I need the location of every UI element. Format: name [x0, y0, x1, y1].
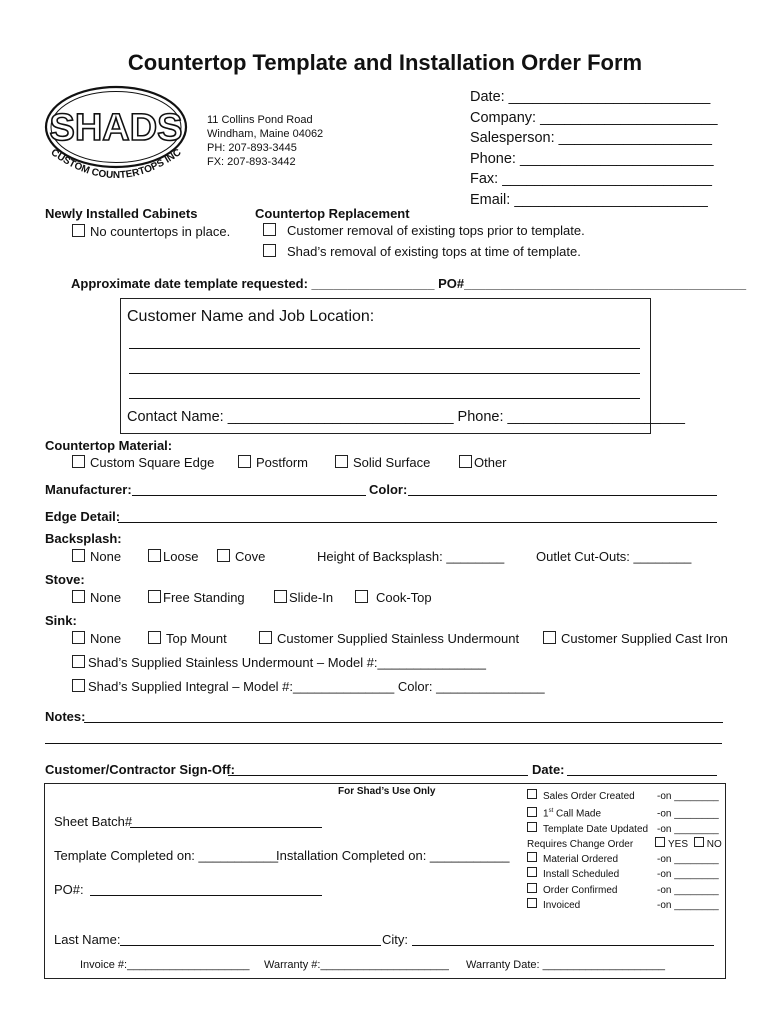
edge-field[interactable]: [118, 522, 717, 523]
color-label: Color:: [369, 482, 408, 497]
office-heading: For Shad’s Use Only: [338, 786, 436, 797]
cabinets-option[interactable]: No countertops in place.: [72, 224, 230, 239]
signoff-date-field[interactable]: [567, 775, 717, 776]
cabinets-heading: Newly Installed Cabinets: [45, 206, 198, 221]
backsplash-heading: Backsplash:: [45, 531, 122, 546]
office-checklist: [527, 789, 722, 913]
backsplash-option-loose[interactable]: Loose: [148, 549, 198, 564]
customer-line-3[interactable]: [129, 398, 640, 399]
backsplash-option-none[interactable]: None: [72, 549, 121, 564]
checklist-sales-order[interactable]: Sales Order Created -on ________: [527, 789, 722, 804]
checkbox[interactable]: [259, 631, 272, 644]
material-heading: Countertop Material:: [45, 438, 173, 453]
replacement-option-1[interactable]: Customer removal of existing tops prior to template.: [263, 223, 585, 238]
checkbox[interactable]: [72, 655, 85, 668]
notes-label: Notes:: [45, 709, 86, 724]
material-option-solid-surface[interactable]: Solid Surface: [335, 455, 430, 470]
sink-shads-integral-option[interactable]: Shad’s Supplied Integral – Model #:______________ Color: _______________: [72, 679, 545, 694]
address-street: 11 Collins Pond Road: [207, 114, 313, 126]
checkbox[interactable]: [335, 455, 348, 468]
sink-option-customer-cast-iron[interactable]: Customer Supplied Cast Iron: [543, 631, 728, 646]
customer-contact-field[interactable]: Contact Name: ____________________________ Phone: ______________________: [127, 409, 685, 425]
address-phone: PH: 207-893-3445: [207, 142, 297, 154]
po-field[interactable]: [90, 895, 322, 896]
material-option-custom-square-edge[interactable]: Custom Square Edge: [72, 455, 214, 470]
checklist-material-ordered[interactable]: Material Ordered -on ________: [527, 852, 722, 867]
signoff-label: Customer/Contractor Sign-Off:: [45, 762, 235, 777]
salesperson-field[interactable]: Salesperson: ___________________: [470, 130, 712, 146]
email-field[interactable]: Email: ________________________: [470, 192, 708, 208]
checkbox[interactable]: [355, 590, 368, 603]
sink-heading: Sink:: [45, 613, 77, 628]
checkbox[interactable]: [148, 590, 161, 603]
outlet-cutouts-field[interactable]: Outlet Cut-Outs: ________: [536, 549, 692, 564]
customer-line-2[interactable]: [129, 373, 640, 374]
checkbox[interactable]: [459, 455, 472, 468]
edge-label: Edge Detail:: [45, 509, 121, 524]
signoff-date-label: Date:: [532, 762, 565, 777]
change-order-yes[interactable]: YES: [655, 839, 688, 850]
logo-tagline: CUSTOM COUNTERTOPS INC: [48, 147, 184, 182]
installation-completed-field[interactable]: Installation Completed on: ___________: [276, 848, 510, 863]
change-order-row: Requires Change Order YES NO: [527, 838, 722, 850]
stove-option-cook-top[interactable]: Cook-Top: [355, 590, 432, 605]
company-field[interactable]: Company: ______________________: [470, 110, 718, 126]
city-label: City:: [382, 932, 408, 947]
checkbox[interactable]: [148, 631, 161, 644]
checkbox[interactable]: [148, 549, 161, 562]
last-name-label: Last Name:: [54, 932, 121, 947]
material-option-other[interactable]: Other: [459, 455, 507, 470]
checklist-install-scheduled[interactable]: Install Scheduled -on ________: [527, 867, 722, 882]
color-field[interactable]: [408, 495, 717, 496]
backsplash-height-field[interactable]: Height of Backsplash: ________: [317, 549, 505, 564]
page-title: Countertop Template and Installation Order Form: [127, 50, 643, 75]
checklist-invoiced[interactable]: Invoiced -on ________: [527, 898, 722, 913]
shads-logo: [43, 84, 189, 190]
sink-option-top-mount[interactable]: Top Mount: [148, 631, 227, 646]
notes-line-1[interactable]: [84, 722, 723, 723]
checkbox[interactable]: [72, 224, 85, 237]
backsplash-option-cove[interactable]: Cove: [217, 549, 265, 564]
warranty-field[interactable]: Warranty #:_____________________: [264, 959, 449, 971]
sink-option-none[interactable]: None: [72, 631, 121, 646]
last-name-field[interactable]: [120, 945, 381, 946]
checkbox[interactable]: [263, 223, 276, 236]
template-date-field[interactable]: Approximate date template requested: _________________ PO#_______________________________________: [71, 276, 747, 291]
address-fax: FX: 207-893-3442: [207, 156, 296, 168]
change-order-no[interactable]: NO: [691, 839, 722, 850]
material-option-postform[interactable]: Postform: [238, 455, 308, 470]
warranty-date-field[interactable]: Warranty Date: ____________________: [466, 959, 665, 971]
checkbox[interactable]: [274, 590, 287, 603]
checklist-order-confirmed[interactable]: Order Confirmed -on ________: [527, 883, 722, 898]
manufacturer-field[interactable]: [132, 495, 366, 496]
checkbox[interactable]: [217, 549, 230, 562]
sheet-batch-label: Sheet Batch#: [54, 814, 133, 829]
checkbox[interactable]: [72, 631, 85, 644]
checkbox[interactable]: [72, 679, 85, 692]
customer-line-1[interactable]: [129, 348, 640, 349]
checkbox[interactable]: [263, 244, 276, 257]
manufacturer-label: Manufacturer:: [45, 482, 132, 497]
sink-shads-stainless-option[interactable]: Shad’s Supplied Stainless Undermount – Model #:_______________: [72, 655, 486, 670]
address-city: Windham, Maine 04062: [207, 128, 324, 140]
invoice-field[interactable]: Invoice #:____________________: [80, 959, 250, 971]
customer-heading: Customer Name and Job Location:: [127, 308, 375, 325]
notes-line-2[interactable]: [45, 743, 722, 744]
svg-text:CUSTOM COUNTERTOPS INC: [49, 147, 184, 181]
checkbox[interactable]: [238, 455, 251, 468]
logo-brand: SHADS: [49, 107, 183, 149]
stove-option-slide-in[interactable]: Slide-In: [274, 590, 333, 605]
replacement-option-2[interactable]: Shad’s removal of existing tops at time of template.: [263, 244, 581, 259]
sink-option-customer-stainless[interactable]: Customer Supplied Stainless Undermount: [259, 631, 519, 646]
stove-option-free-standing[interactable]: Free Standing: [148, 590, 245, 605]
stove-option-none[interactable]: None: [72, 590, 121, 605]
checkbox[interactable]: [72, 549, 85, 562]
signoff-field[interactable]: [228, 775, 528, 776]
sheet-batch-field[interactable]: [130, 827, 322, 828]
fax-field[interactable]: Fax: __________________________: [470, 171, 712, 187]
replacement-heading: Countertop Replacement: [255, 206, 410, 221]
checkbox[interactable]: [72, 590, 85, 603]
date-field[interactable]: Date: _________________________: [470, 89, 711, 105]
template-completed-field[interactable]: Template Completed on: ___________: [54, 848, 279, 863]
checkbox[interactable]: [543, 631, 556, 644]
checklist-template-date[interactable]: Template Date Updated -on ________: [527, 822, 722, 837]
phone-field[interactable]: Phone: ________________________: [470, 151, 714, 167]
checkbox[interactable]: [72, 455, 85, 468]
po-label: PO#:: [54, 882, 84, 897]
checklist-first-call[interactable]: 1st Call Made -on ________: [527, 804, 722, 822]
city-field[interactable]: [412, 945, 714, 946]
stove-heading: Stove:: [45, 572, 85, 587]
